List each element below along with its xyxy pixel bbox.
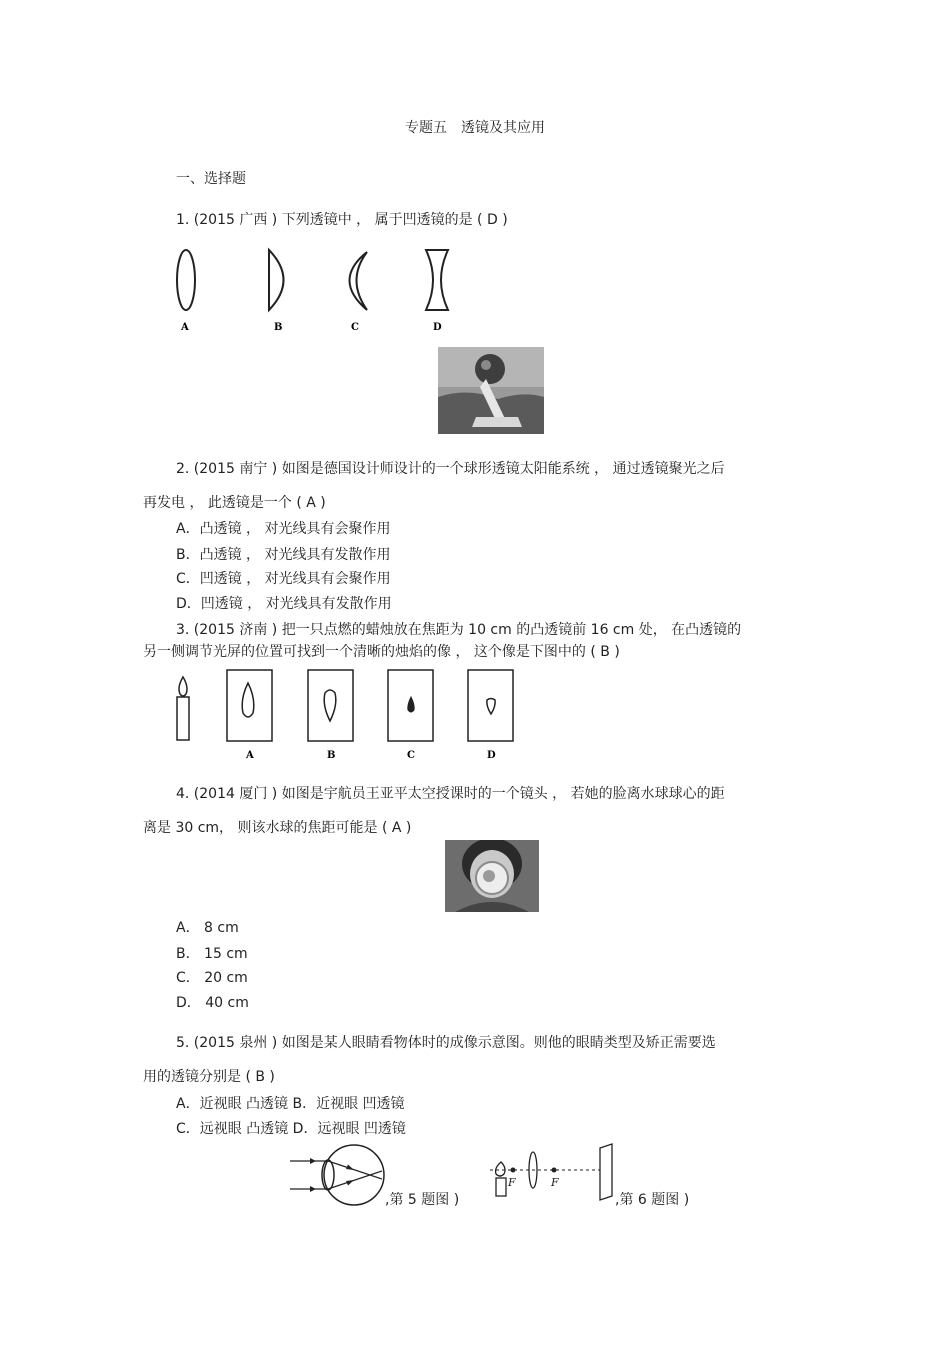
section-heading: 一、选择题 (176, 171, 246, 187)
option-c-label: C (351, 322, 359, 333)
question-2-option-a: A．凸透镜 ， 对光线具有会聚作用 (176, 521, 391, 537)
question-3-line-2: 另一侧调节光屏的位置可找到一个清晰的烛焰的像 ， 这个像是下图中的 ( B ) (143, 644, 620, 660)
question-2-line-2: 再发电 ， 此透镜是一个 ( A ) (143, 495, 326, 511)
focal-label-2: F (551, 1176, 559, 1189)
candle-icon (177, 677, 189, 740)
meniscus-lens-icon (350, 252, 368, 310)
question-2-option-d: D．凹透镜 ， 对光线具有发散作用 (176, 596, 392, 612)
question-3-line-1: 3. (2015 济南 ) 把一只点燃的蜡烛放在焦距为 10 cm 的凸透镜前 16 cm 处， 在凸透镜的 (176, 622, 742, 638)
page-title: 专题五 透镜及其应用 (405, 120, 545, 136)
question-2-line-1: 2. (2015 南宁 ) 如图是德国设计师设计的一个球形透镜太阳能系统 ， 通过透镜聚光之后 (176, 461, 725, 477)
candle-option-d-label: D (487, 750, 496, 761)
screen-b (308, 670, 353, 741)
biconvex-lens-icon (177, 250, 195, 310)
candle-option-b-label: B (327, 750, 336, 761)
figure-6-caption: ,第 6 题图 ) (615, 1192, 690, 1208)
water-ball-photo (445, 840, 539, 912)
question-5-options-row-1: A．近视眼 凸透镜 B．近视眼 凹透镜 (176, 1096, 405, 1112)
focal-point-2 (552, 1168, 557, 1173)
question-4-option-d: D． 40 cm (176, 995, 249, 1011)
focal-label-1: F (508, 1176, 516, 1189)
question-5-line-1: 5. (2015 泉州 ) 如图是某人眼睛看物体时的成像示意图。则他的眼睛类型及矫正需要选 (176, 1035, 716, 1051)
question-3-candle-figure (170, 667, 520, 762)
question-4-option-a: A． 8 cm (176, 920, 239, 936)
flame-image-a-icon (242, 683, 254, 717)
option-d-label: D (433, 322, 442, 333)
candle-option-a-label: A (246, 750, 254, 761)
focal-point-1 (511, 1168, 516, 1173)
eye-imaging-diagram (288, 1142, 388, 1208)
screen-a (227, 670, 272, 741)
question-1-text: 1. (2015 广西 ) 下列透镜中 ， 属于凹透镜的是 ( D ) (176, 212, 508, 228)
lens-setup-diagram (488, 1142, 618, 1202)
biconcave-lens-icon (426, 250, 448, 310)
light-screen-icon (600, 1144, 612, 1200)
flame-image-d-icon (487, 699, 495, 715)
candle-option-c-label: C (407, 750, 415, 761)
question-4-option-c: C． 20 cm (176, 970, 248, 986)
question-2-option-b: B．凸透镜 ， 对光线具有发散作用 (176, 547, 391, 563)
flame-image-c-icon (408, 697, 414, 712)
question-2-option-c: C．凹透镜 ， 对光线具有会聚作用 (176, 571, 391, 587)
candle-object-icon (496, 1162, 506, 1196)
flame-image-b-icon (324, 690, 336, 721)
question-4-line-2: 离是 30 cm， 则该水球的焦距可能是 ( A ) (143, 820, 412, 836)
question-5-line-2: 用的透镜分别是 ( B ) (143, 1069, 275, 1085)
question-5-options-row-2: C．远视眼 凸透镜 D．远视眼 凹透镜 (176, 1121, 406, 1137)
spherical-solar-lens-photo (438, 347, 544, 434)
screen-d (468, 670, 513, 741)
eyeball-icon (324, 1145, 384, 1205)
option-a-label: A (181, 322, 189, 333)
option-b-label: B (274, 322, 283, 333)
plano-convex-lens-icon (269, 250, 284, 310)
figure-5-caption: ,第 5 题图 ) (385, 1192, 460, 1208)
question-1-lens-figure (160, 246, 470, 336)
question-4-line-1: 4. (2014 厦门 ) 如图是宇航员王亚平太空授课时的一个镜头 ， 若她的脸离水球球心的距 (176, 786, 725, 802)
question-4-option-b: B． 15 cm (176, 946, 248, 962)
